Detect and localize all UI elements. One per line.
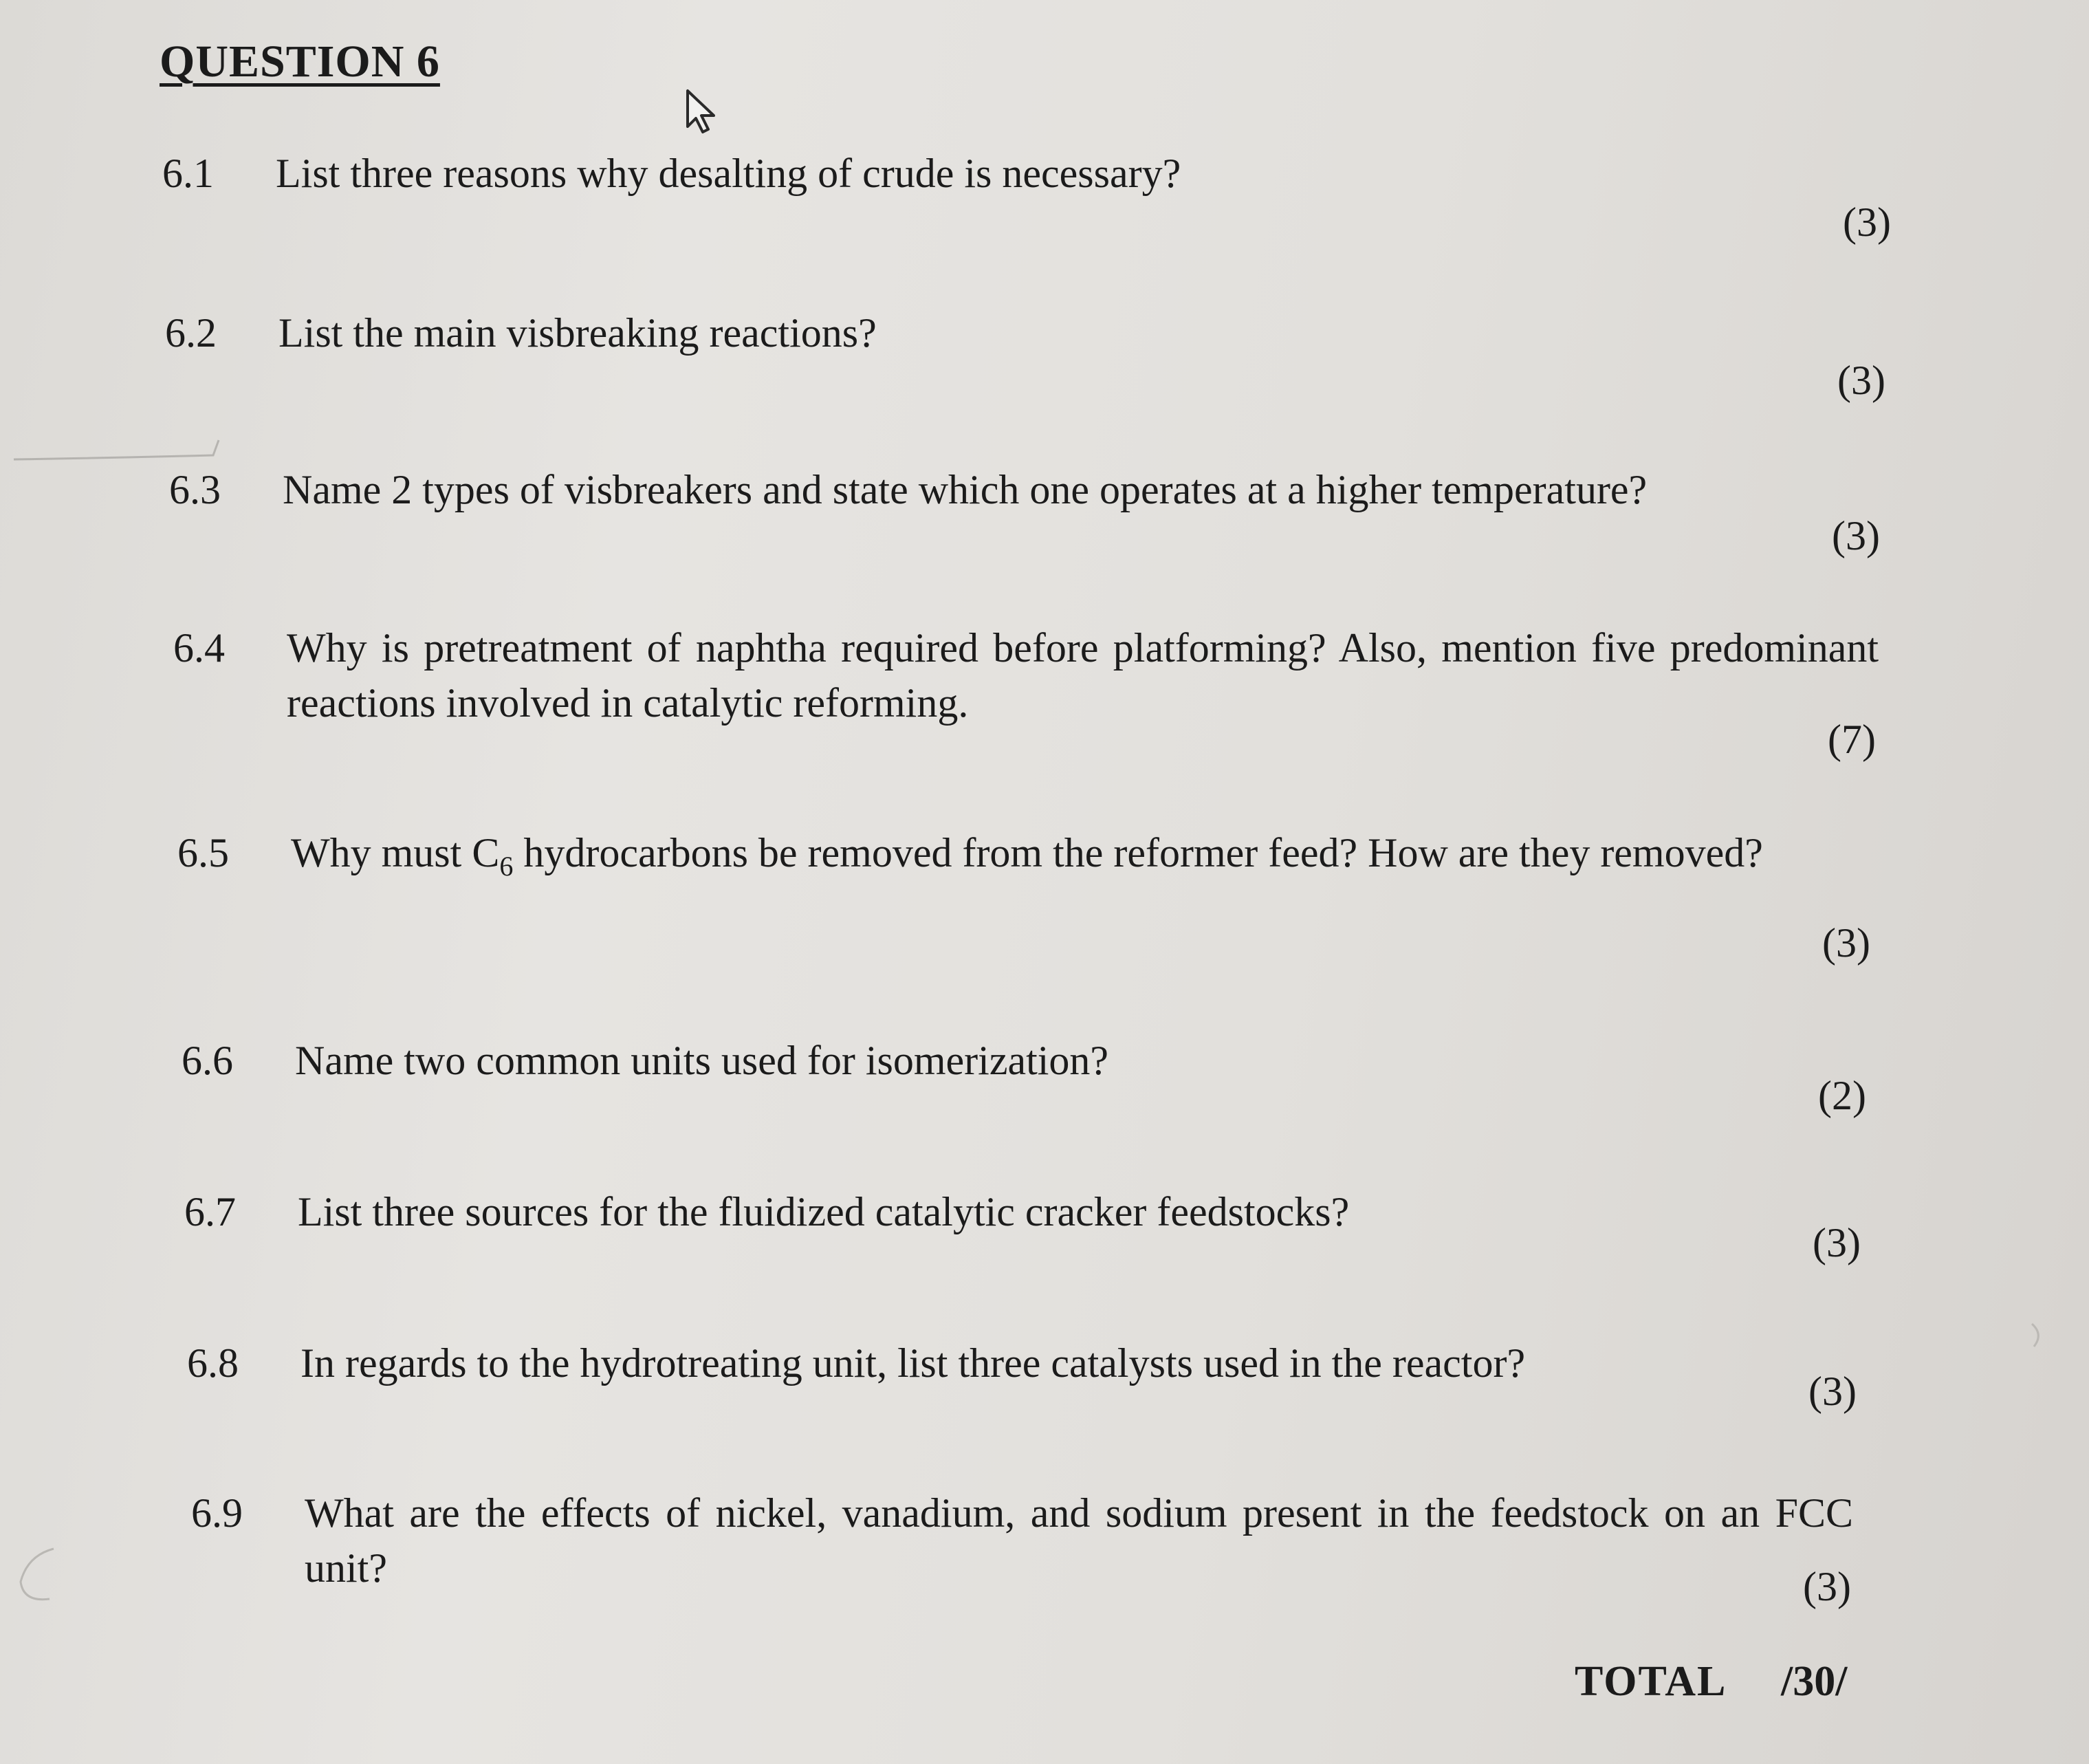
marks-6-2: (3) [1837, 358, 1885, 403]
subscript: 6 [499, 851, 514, 882]
question-text-part: hydrocarbons be removed from the reformer feed? How are they removed? [513, 830, 1763, 875]
page-title: QUESTION 6 [160, 36, 440, 87]
question-6-6 [182, 1033, 1969, 1088]
question-number: 6.4 [173, 625, 225, 671]
question-6-4 [173, 620, 1879, 730]
marks-6-4: (7) [1828, 717, 1876, 762]
question-6-2 [165, 305, 1953, 360]
question-number: 6.8 [187, 1340, 239, 1386]
question-text-part: Why must C [291, 830, 500, 875]
question-number: 6.9 [191, 1490, 243, 1536]
question-number: 6.6 [182, 1038, 233, 1083]
question-text: Why is pretreatment of naphtha required before platforming? Also, mention five predominant reactions involved in catalytic reforming. [287, 625, 1879, 726]
question-text: List the main visbreaking reactions? [278, 310, 877, 356]
marks-6-9: (3) [1803, 1564, 1851, 1609]
question-number: 6.2 [165, 310, 217, 356]
marks-6-8: (3) [1808, 1369, 1857, 1414]
question-number: 6.7 [184, 1189, 236, 1234]
marks-6-7: (3) [1813, 1220, 1861, 1265]
question-number: 6.1 [162, 151, 214, 196]
question-6-1 [162, 146, 1950, 201]
question-6-3 [169, 462, 1971, 517]
question-number: 6.3 [169, 467, 221, 512]
question-text: In regards to the hydrotreating unit, list three catalysts used in the reactor? [300, 1340, 1526, 1386]
question-text: List three sources for the fluidized catalytic cracker feedstocks? [298, 1189, 1350, 1234]
question-text: What are the effects of nickel, vanadium, and sodium present in the feedstock on an FCC unit? [305, 1490, 1853, 1591]
marks-6-1: (3) [1843, 199, 1891, 245]
question-6-7 [184, 1184, 1972, 1239]
marks-6-3: (3) [1832, 513, 1880, 558]
question-text: Name 2 types of visbreakers and state which one operates at a higher temperature? [283, 467, 1648, 512]
marks-6-6: (2) [1818, 1073, 1866, 1118]
total-label: TOTAL [1575, 1658, 1727, 1705]
question-6-5 [177, 825, 1876, 935]
question-text [291, 825, 1872, 894]
question-text: Name two common units used for isomerization? [295, 1038, 1109, 1083]
total-value: /30/ [1781, 1658, 1848, 1705]
question-6-8 [187, 1336, 1975, 1391]
marks-6-5: (3) [1822, 920, 1870, 966]
question-6-9 [191, 1485, 1855, 1596]
question-text: List three reasons why desalting of crude is necessary? [276, 151, 1181, 196]
question-number: 6.5 [177, 830, 229, 875]
